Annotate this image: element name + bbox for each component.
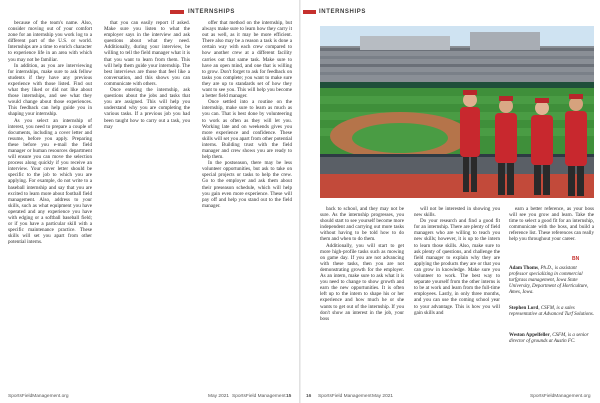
article-column-3 bbox=[202, 20, 292, 360]
author-name: Stephen Lord bbox=[509, 306, 539, 311]
interns-stadium-photo bbox=[320, 26, 594, 198]
article-column-2 bbox=[104, 20, 190, 360]
page-number: 16 bbox=[306, 394, 312, 399]
paragraph: Additionally, you will start to get more high-profile tasks such as mowing on game day. If you are not advancing with these tasks, then you are not demonstrating growth for the employer. As an intern, make sure to ask what it is you need to change to show growth and earn the new opportunities. It is often left up to the intern to shape his or her experience and how much he or she wants to get out of the internship. If you don't show an interest in the job, your boss bbox=[320, 242, 404, 322]
article-column-1 bbox=[8, 20, 92, 360]
section-accent-bar bbox=[170, 10, 184, 14]
paragraph: As you select an internship of interest, you need to prepare a couple of documents, including a cover letter and resume, before you apply. Preparing these before you e-mail the field manager or human resources department will ensure you can move the selection process along quickly if you receive an interview. Your cover letter should be specific to the job to which you are applying. For example, do not write to a baseball internship and say that you are excited to learn more about football field management. Also, address to your skills, such as what equipment you have operated and any experience you have with edging or a softball baseball field; or if you have a particular skill with a specific maintenance practice. These skills will set you apart from other potential interns. bbox=[8, 117, 92, 246]
paragraph: earn a better reference, as your boss will see you grow and learn. Take the time to select a good fit for an internship, communicate with the boss, and build a reference list. These references can really help you throughout your career. bbox=[509, 206, 594, 243]
article-column-4 bbox=[320, 206, 404, 381]
section-accent-bar bbox=[303, 10, 316, 14]
author-bio bbox=[509, 333, 594, 345]
footer-date: May 2021 bbox=[208, 394, 230, 399]
author-bio-text: , CSFM, is a sales representative at Advanced Turf Solutions. bbox=[509, 306, 594, 317]
footer-site: SportsFieldManagement.org bbox=[530, 394, 591, 399]
page-number: 15 bbox=[286, 394, 292, 399]
author-bio bbox=[509, 306, 594, 318]
paragraph: will not be interested in showing you new skills. bbox=[414, 206, 500, 219]
footer-magazine: SportsField Management bbox=[232, 394, 286, 399]
author-bio bbox=[509, 266, 594, 296]
author-bio-text: , Ph.D., is assistant professor specializing in commercial turfgrass management, Iowa State University, Department of Horticulture, Ames, Iowa. bbox=[509, 266, 589, 295]
paragraph: because of the team's name. Also, consider moving out of your comfort zone for an internship you work log to a different part of the U.S. or world. Internships are a time to enrich character to experience life in an area with which you may not be familiar. bbox=[8, 20, 92, 63]
paragraph: Once settled into a routine on the internship, make sure to learn as much as you can. That is best done by volunteering to work as often as they will let you. Working late and on weekends gives you more experience and confidence. These skills will set you apart from other potential interns. Building trust with the field manager and crew shows you are ready to help them. bbox=[202, 99, 292, 161]
footer-magazine: SportsField Management bbox=[318, 394, 372, 399]
footer-site: SportsFieldManagement.org bbox=[8, 394, 69, 399]
paragraph: Once entering the internship, ask questions about the jobs and tasks that you are assigned. This will help you understand why you are completing the various tasks. If a previous job you had been taught how to carry out a task, you may bbox=[104, 87, 190, 130]
article-column-6 bbox=[509, 206, 594, 262]
end-mark: BN bbox=[572, 256, 580, 262]
author-name: Weston Appelfeller bbox=[509, 333, 550, 338]
stadium-photo-graphic bbox=[320, 26, 594, 198]
footer-date: May 2021 bbox=[372, 394, 394, 399]
author-bio-text: , CSFM, is a senior director of grounds at Austin FC. bbox=[509, 333, 589, 344]
paragraph: Do your research and find a good fit for an internship. There are plenty of field managers who are willing to teach you new skills; however, it is up to the intern to learn those skills. Also, make sure to ask plenty of questions, and challenge the field manager to explain why they are applying the products they are or that you can grow in knowledge. Make sure you volunteer to work. The best way to separate yourself from the other interns is to be at work and learn from the full-time employees. Lastly, in only three months, and you can use the coming school year to your advantage. This is how you will gain skills and bbox=[414, 218, 500, 316]
paragraph: that you can easily report if asked. Make sure you listen to what the employer says in the interview and ask questions about what they need. Additionally, during your interview, be willing to tell the field manager what it is that you want to learn from them. This will help them guide your internship. The best interviews are those that feel like a conversation, and this shows you can communicate with others. bbox=[104, 20, 190, 87]
paragraph: In addition, as you are interviewing for internships, make sure to ask fellow students if they have any previous experience with those listed. Find out what they liked or did not like about those internships, and see what they would change about those experiences. This feedback can help guide you in shaping your internship. bbox=[8, 62, 92, 118]
paragraph: back to school, and they may not be sure. As the internship progresses, you should start to see yourself become more independent and carrying out more tasks without having to be told how to do them and when to do them. bbox=[320, 206, 404, 243]
section-label: INTERNSHIPS bbox=[319, 9, 366, 15]
author-name: Adam Thoms bbox=[509, 266, 538, 271]
paragraph: offer that method on the internship, but always make sure to learn how they carry it out as well, as it may be more efficient. There also may be a reason a task is done a certain way with each crew compared to how another crew at a different facility carries out that same task. Make sure to have an open mind, and one that is willing to grow. Don't forget to ask for feedback on tasks you complete; you want to make sure they are up to standards set of how they want to see you. This will help you become a better field manager. bbox=[202, 20, 292, 100]
section-label: INTERNSHIPS bbox=[188, 9, 235, 15]
paragraph: In the postseason, there may be less volunteer opportunities, but ask to take on special projects or tasks to help the crew. Go to the employer and ask them about their preseason schedule, which will help you gain even more experience. These will pay off and help you stand out to the field manager. bbox=[202, 160, 292, 209]
article-column-5 bbox=[414, 206, 500, 381]
